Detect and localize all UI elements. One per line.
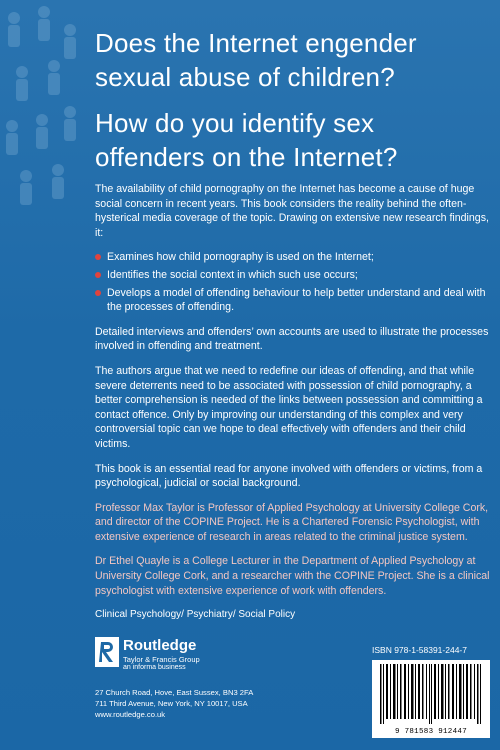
publisher-website: www.routledge.co.uk xyxy=(95,710,166,719)
barcode-digits: 9 781583 912447 xyxy=(394,728,467,736)
barcode-icon xyxy=(378,664,484,724)
author-bio: Professor Max Taylor is Professor of Applied Psychology at University College Cork, and director of the COPINE Project. He is a Chartered Forensic Psychologist, with extensive experience of research in areas related to the criminal justice system. xyxy=(95,501,489,543)
paper-figures-decoration xyxy=(0,0,82,210)
headline-question-1: Does the Internet engender sexual abuse of children? xyxy=(95,28,417,92)
address-line: 27 Church Road, Hove, East Sussex, BN3 2FA xyxy=(95,688,254,697)
subject-category: Clinical Psychology/ Psychiatry/ Social Policy xyxy=(95,609,296,621)
bullet-list xyxy=(95,250,490,314)
author-bio: Dr Ethel Quayle is a College Lecturer in the Department of Applied Psychology at University College Cork, and a researcher with the COPINE Project. She is a clinical psychologist with extensive experience of work with offenders. xyxy=(95,555,490,597)
bullet-text: Develops a model of offending behaviour to help better understand and deal with the processes of offending. xyxy=(107,286,486,314)
bullet-icon xyxy=(95,254,101,260)
body-paragraph: The authors argue that we need to redefine our ideas of offending, and that while severe deterrents need to be associated with possession of child pornography, a better comprehension is needed of the links between possession and committing a contact offence. Only by improving our understanding of this complex and very controversial topic can we hope to deal effectively with offenders and their child victims. xyxy=(95,364,483,450)
isbn-label: ISBN 978-1-58391-244-7 xyxy=(372,645,467,655)
bullet-icon xyxy=(95,272,101,278)
barcode xyxy=(372,660,490,738)
address-line: 711 Third Avenue, New York, NY 10017, USA xyxy=(95,699,248,708)
bullet-item xyxy=(95,268,490,283)
intro-paragraph: The availability of child pornography on the Internet has become a cause of huge social concern in recent years. This book considers the reality behind the often-hysterical media coverage of the topic. Drawing on extensive new research findings, it: xyxy=(95,183,489,239)
body-paragraph: Detailed interviews and offenders’ own accounts are used to illustrate the processes involved in offending and treatment. xyxy=(95,325,489,353)
publisher-group: Taylor & Francis Group xyxy=(123,655,200,664)
bullet-item xyxy=(95,286,490,315)
bullet-text: Identifies the social context in which such use occurs; xyxy=(107,268,358,281)
publisher-name: Routledge xyxy=(123,637,197,654)
bullet-icon xyxy=(95,290,101,296)
bullet-text: Examines how child pornography is used on the Internet; xyxy=(107,251,374,264)
publisher-tagline: an informa business xyxy=(123,664,186,671)
blurb xyxy=(95,182,490,633)
headline-question-2: How do you identify sex offenders on the Internet? xyxy=(95,108,398,172)
body-paragraph: This book is an essential read for anyone involved with offenders or victims, from a psychological, judicial or social background. xyxy=(95,462,483,490)
publisher-address xyxy=(95,687,253,720)
headlines xyxy=(95,26,490,186)
bullet-item xyxy=(95,250,490,265)
routledge-logo-icon xyxy=(95,637,119,667)
